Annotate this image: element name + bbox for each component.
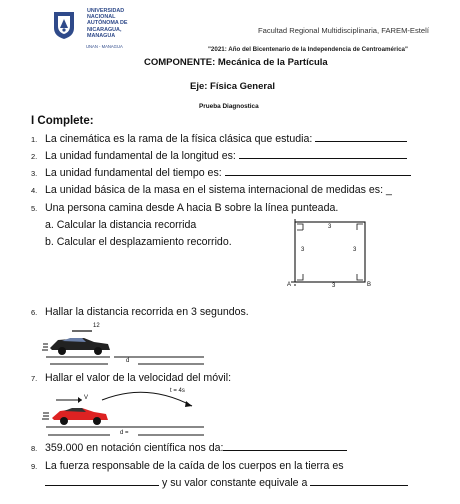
speed-label: 12 <box>93 323 100 329</box>
trajectory-arrow-head <box>185 401 192 407</box>
square-side-label-right: 3 <box>353 247 357 253</box>
question-4 <box>31 184 392 196</box>
section-heading: I Complete: <box>31 115 94 127</box>
test-title: Prueba Diagnostica <box>199 103 259 110</box>
car-wheel-front <box>94 347 102 355</box>
car-figure-7 <box>42 386 212 438</box>
velocity-arrow-head <box>78 397 82 403</box>
car-wheel-rear <box>60 417 68 425</box>
question-number: 4. <box>31 186 38 195</box>
question-number: 9. <box>31 462 38 471</box>
car-wheel-rear <box>58 347 66 355</box>
corner-mark-top-left <box>297 224 303 230</box>
question-1 <box>31 133 407 145</box>
question-5b: b. Calcular el desplazamiento recorrido. <box>45 236 232 248</box>
car-wheel-front <box>93 417 101 425</box>
university-line: MANAGUA <box>87 32 116 39</box>
car-figure-6 <box>42 320 212 366</box>
question-number: 3. <box>31 169 38 178</box>
question-9 <box>31 460 344 472</box>
question-number: 1. <box>31 135 38 144</box>
university-line: NICARAGUA, <box>87 26 122 33</box>
corner-mark-top-right <box>357 224 363 230</box>
question-8 <box>31 442 347 454</box>
question-2 <box>31 150 407 162</box>
question-text: La unidad fundamental del tiempo es: <box>45 167 225 179</box>
motto: "2021: Año del Bicentenario de la Independencia de Centroamérica" <box>208 46 408 53</box>
question-number: 5. <box>31 204 38 213</box>
question-text: 359.000 en notación científica nos da: <box>45 442 224 454</box>
question-number: 2. <box>31 152 38 161</box>
corner-label-a: A <box>287 282 292 288</box>
corner-mark-bottom-right <box>357 274 363 280</box>
university-name <box>87 8 128 39</box>
answer-blank[interactable] <box>225 167 411 176</box>
university-line: NACIONAL <box>87 14 116 21</box>
question-text: Hallar la distancia recorrida en 3 segundos. <box>45 306 249 318</box>
square-side-label-left: 3 <box>301 247 305 253</box>
university-line: AUTÓNOMA DE <box>87 20 128 27</box>
answer-blank[interactable] <box>315 133 407 142</box>
corner-mark-bottom-left <box>297 274 303 280</box>
question-text: Hallar el valor de la velocidad del móvil: <box>45 372 232 384</box>
answer-blank[interactable] <box>45 477 159 486</box>
university-logo <box>52 10 76 40</box>
university-line: UNIVERSIDAD <box>87 8 125 14</box>
faculty-name: Facultad Regional Multidisciplinaria, FAREM-Estelí <box>258 26 429 35</box>
square-path-diagram <box>283 216 383 292</box>
question-number: 7. <box>31 374 38 383</box>
question-text: La fuerza responsable de la caída de los cuerpos en la tierra es <box>45 460 344 472</box>
square-side-label-bottom: 3 <box>332 283 336 289</box>
component-title: COMPONENTE: Mecánica de la Partícula <box>144 57 328 68</box>
university-sub: UNAN - MANAGUA <box>86 44 123 49</box>
distance-label: d <box>126 358 130 364</box>
answer-blank[interactable] <box>310 477 408 486</box>
answer-blank[interactable] <box>223 442 347 451</box>
corner-label-b: B <box>367 282 372 288</box>
trajectory-arc <box>102 392 192 406</box>
question-text: La cinemática es la rama de la física clásica que estudia: <box>45 133 316 145</box>
question-5 <box>31 202 338 214</box>
square-side-label-top: 3 <box>328 224 332 230</box>
question-9-continuation: y su valor constante equivale a <box>161 477 308 489</box>
question-number: 8. <box>31 444 38 453</box>
velocity-label: V <box>84 395 89 401</box>
question-text: La unidad básica de la masa en el sistema internacional de medidas es: _ <box>45 184 392 196</box>
square-path-figure <box>283 216 383 292</box>
question-7 <box>31 372 231 384</box>
question-3 <box>31 167 411 179</box>
question-5a: a. Calcular la distancia recorrida <box>45 219 197 231</box>
time-label: t = 4s <box>170 388 185 394</box>
question-9-line2 <box>45 477 408 489</box>
question-text: La unidad fundamental de la longitud es: <box>45 150 239 162</box>
axis-title: Eje: Física General <box>190 81 276 92</box>
question-6 <box>31 306 249 318</box>
question-text: Una persona camina desde A hacia B sobre la línea punteada. <box>45 202 339 214</box>
distance-label: d = <box>120 430 129 436</box>
answer-blank[interactable] <box>239 150 407 159</box>
question-number: 6. <box>31 308 38 317</box>
